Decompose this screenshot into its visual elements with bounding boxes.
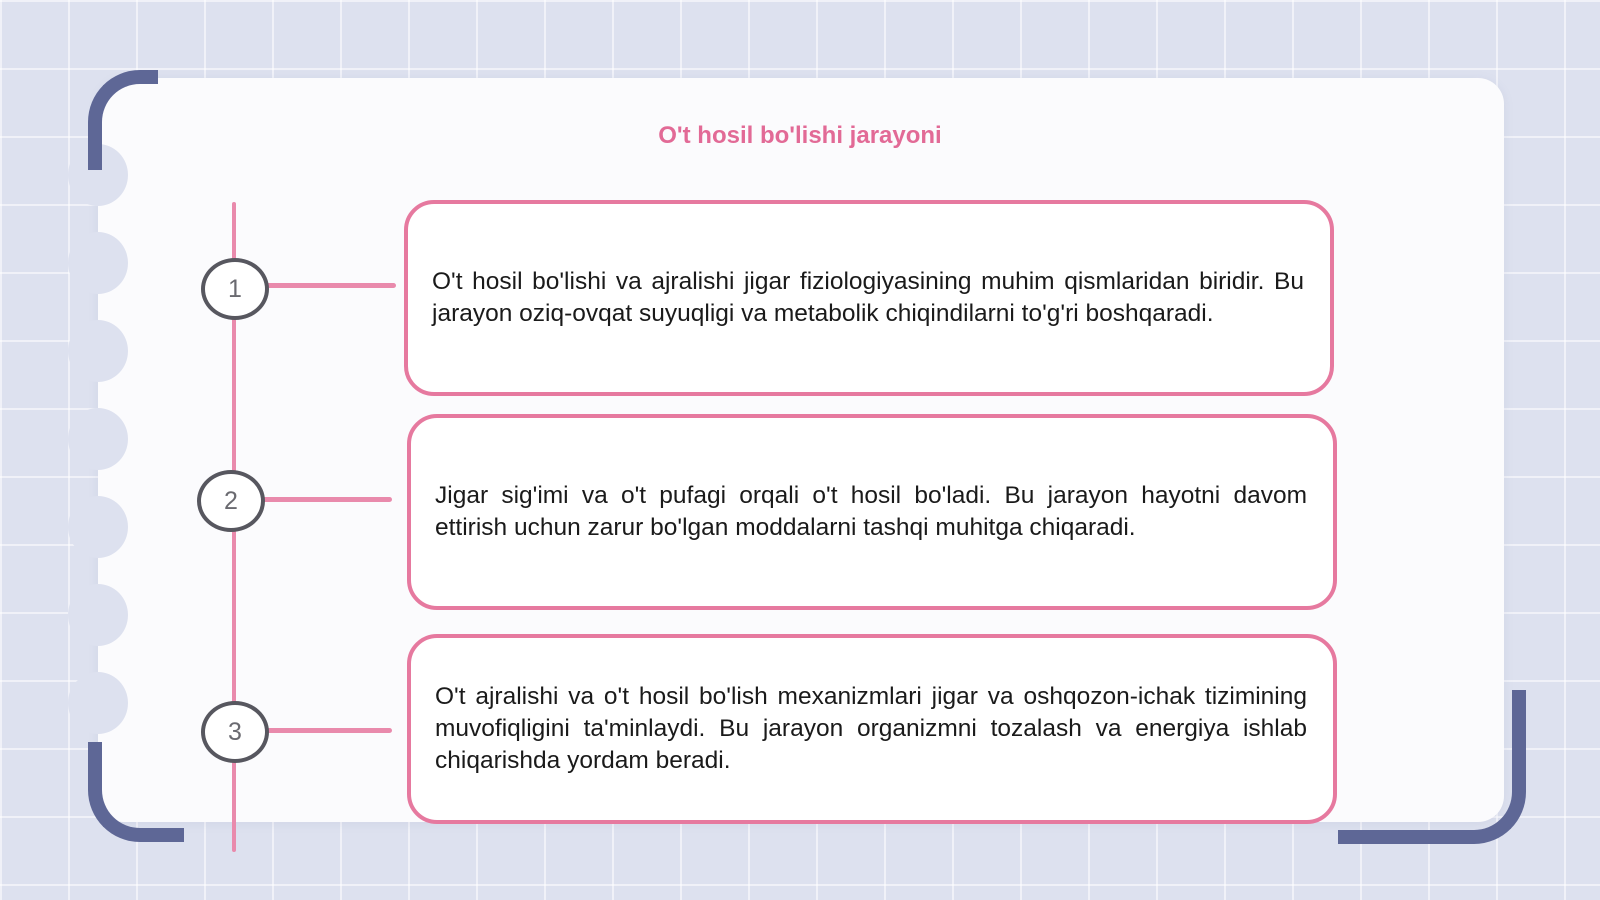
slide-title: O't hosil bo'lishi jarayoni [658,122,942,149]
card-edge-notch [68,672,128,734]
step-number-badge: 2 [197,470,265,532]
step-description: O't ajralishi va o't hosil bo'lish mexanizmlari jigar va oshqozon-ichak tizimining muvofiqligini ta'minlaydi. Bu jarayon organizmni tozalash va energiya ishlab chiqarishda yordam beradi. [435,683,1307,774]
step-card [407,414,1337,610]
step-description: O't hosil bo'lishi va ajralishi jigar fiziologiyasining muhim qismlaridan biridir. Bu jarayon oziq-ovqat suyuqligi va metabolik chiqindilarni to'g'ri boshqaradi. [432,268,1304,327]
timeline-connector [266,728,392,733]
card-edge-notch [68,320,128,382]
step-number-badge: 1 [201,258,269,320]
timeline-connector [266,283,396,288]
corner-bracket-top-left [88,70,158,170]
card-edge-notch [68,584,128,646]
corner-bracket-bottom-left [88,742,184,842]
step-description: Jigar sig'imi va o't pufagi orqali o't hosil bo'ladi. Bu jarayon hayotni davom ettirish uchun zarur bo'lgan moddalarni tashqi muhitga chiqaradi. [435,482,1307,541]
corner-bracket-bottom-right [1338,690,1526,844]
card-edge-notch [68,232,128,294]
step-card [404,200,1334,396]
card-edge-notch [68,496,128,558]
step-number-badge: 3 [201,701,269,763]
card-edge-notch [68,408,128,470]
step-card [407,634,1337,824]
timeline-connector [262,497,392,502]
